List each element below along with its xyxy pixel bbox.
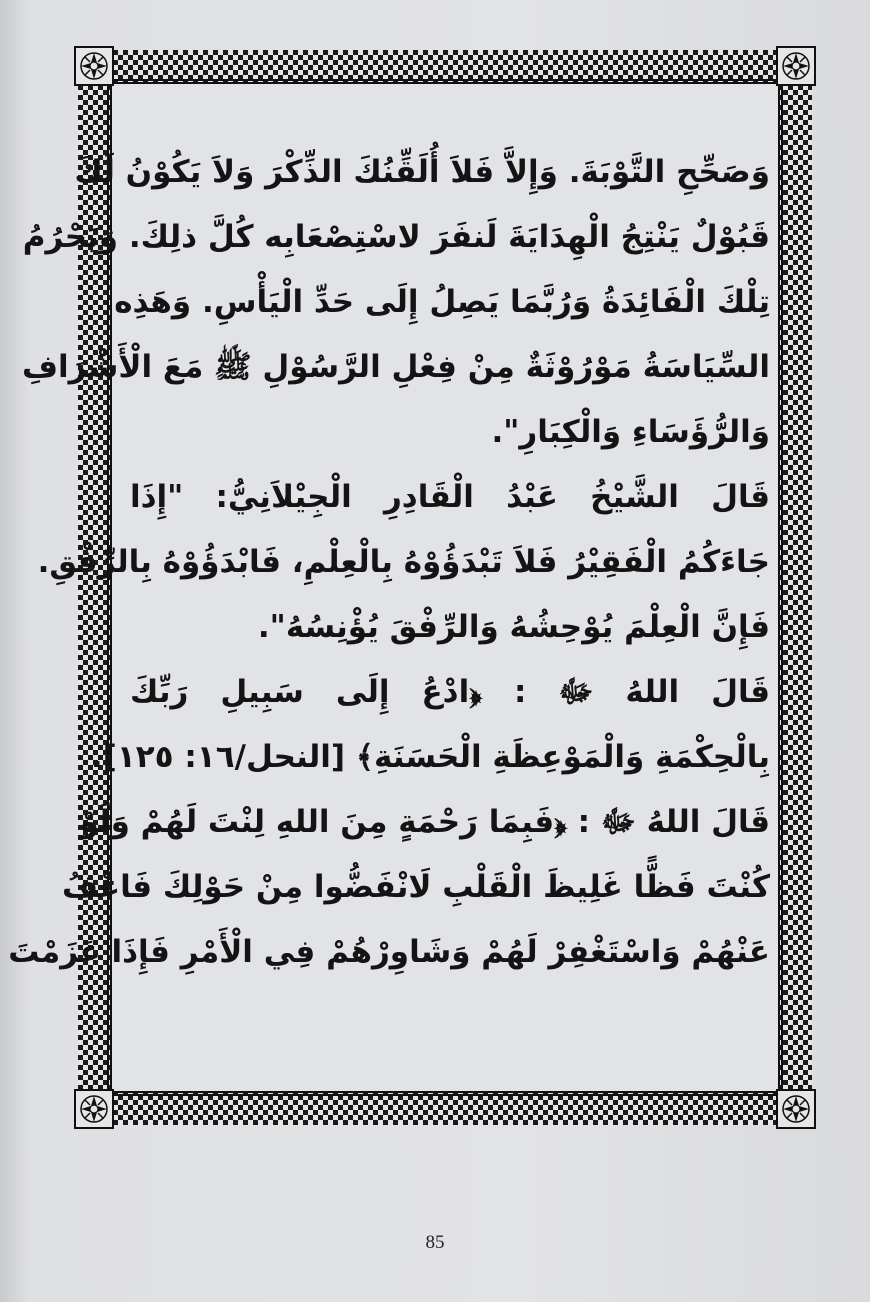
text-line: السِّيَاسَةُ مَوْرُوْثَةٌ مِنْ فِعْلِ الرَّسُوْلِ ﷺ مَعَ الْأَشْرَافِ [22, 349, 770, 385]
text-line: قَالَ اللهُ ﷻ : ﴿فَبِمَا رَحْمَةٍ مِنَ اللهِ لِنْتَ لَهُمْ وَلَوْ [79, 804, 770, 840]
rosette-ornament-icon [776, 1089, 816, 1129]
text-line: عَنْهُمْ وَاسْتَغْفِرْ لَهُمْ وَشَاوِرْهُمْ فِي الْأَمْرِ فَإِذَا عَزَمْتَ [8, 934, 770, 970]
text-line: قَالَ الشَّيْخُ عَبْدُ الْقَادِرِ الْجِيْلاَنِيُّ: "إِذَا [130, 479, 770, 515]
text-line: فَإِنَّ الْعِلْمَ يُوْحِشُهُ وَالرِّفْقَ يُؤْنِسُهُ". [257, 609, 770, 645]
text-line: بِالْحِكْمَةِ وَالْمَوْعِظَةِ الْحَسَنَةِ﴾ [النحل/١٦: ١٢٥]. [90, 739, 770, 775]
text-line: تِلْكَ الْفَائِدَةُ وَرُبَّمَا يَصِلُ إِلَى حَدِّ الْيَأْسِ. وَهَذِه [114, 284, 770, 320]
text-line: كُنْتَ فَظًّا غَلِيظَ الْقَلْبِ لَانْفَضُّوا مِنْ حَوْلِكَ فَاعْفُ [62, 869, 770, 905]
text-line: قَبُوْلٌ يَنْتِجُ الْهِدَايَةَ لَنفَرَ لاسْتِصْعَابِه كُلَّ ذلِكَ. وَيَحْرُمُ [22, 219, 770, 255]
text-line: قَالَ اللهُ ﷻ : ﴿ادْعُ إِلَى سَبِيلِ رَبِّكَ [130, 674, 770, 710]
rosette-ornament-icon [74, 46, 114, 86]
text-line: جَاءَكُمُ الْفَقِيْرُ فَلاَ تَبْدَؤُوْهُ بِالْعِلْمِ، فَابْدَؤُوْهُ بِالرِّفْقِ. [37, 544, 770, 580]
rosette-ornament-icon [74, 1089, 114, 1129]
text-line: وَالرُّؤَسَاءِ وَالْكِبَارِ". [491, 414, 770, 450]
rosette-ornament-icon [776, 46, 816, 86]
arabic-text-body [8, 140, 770, 985]
text-line: وَصَحِّحِ التَّوْبَةَ. وَإِلاَّ فَلاَ أُلَقِّنُكَ الذِّكْرَ وَلاَ يَكُوْنُ لَكَ [74, 154, 770, 190]
page-number: 85 [425, 1232, 445, 1253]
